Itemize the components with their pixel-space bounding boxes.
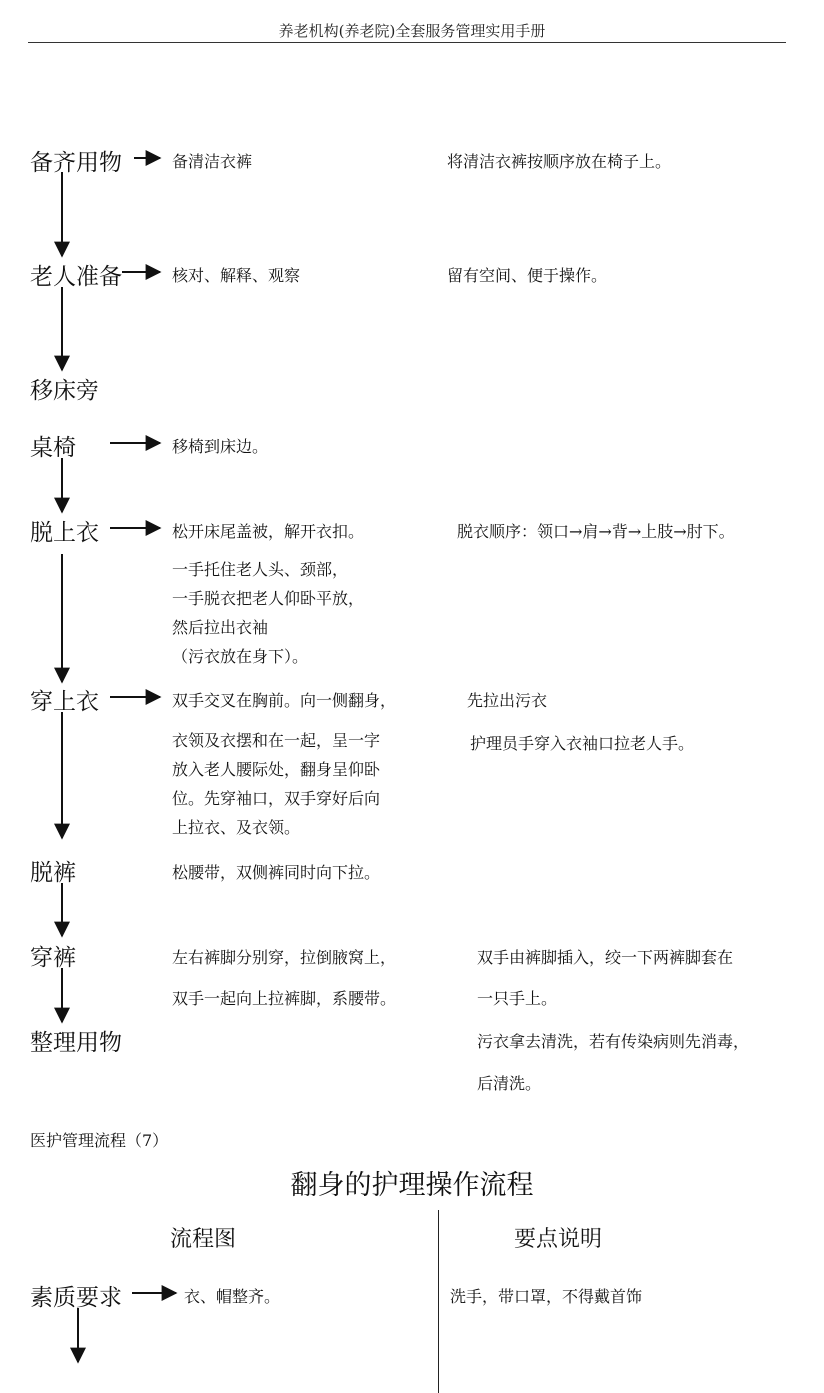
step-desc: 移椅到床边。 xyxy=(172,437,269,456)
step-label: 移床旁 xyxy=(30,378,99,404)
step-desc: 备清洁衣裤 xyxy=(172,152,253,171)
step-desc: 核对、解释、观察 xyxy=(172,266,301,285)
step-note-2: 一只手上。 xyxy=(477,989,558,1008)
step-detail xyxy=(172,555,364,671)
column-divider xyxy=(438,1210,439,1393)
detail-line: 一手脱衣把老人仰卧平放， xyxy=(172,589,365,608)
step-note: 污衣拿去清洗，若有传染病则先消毒， xyxy=(477,1032,750,1051)
step-label: 脱裤 xyxy=(30,860,76,886)
step-note-2: 后清洗。 xyxy=(477,1074,542,1093)
step-label: 脱上衣 xyxy=(30,520,99,546)
detail-line: 位。先穿袖口，双手穿好后向 xyxy=(172,789,381,808)
step-desc: 左右裤脚分别穿，拉倒腋窝上， xyxy=(172,948,397,967)
step-desc: 松腰带，双侧裤同时向下拉。 xyxy=(172,863,381,882)
step-label: 穿裤 xyxy=(30,945,76,971)
column-header-flowchart: 流程图 xyxy=(170,1227,237,1252)
step-desc: 松开床尾盖被，解开衣扣。 xyxy=(172,522,365,541)
step-label: 桌椅 xyxy=(30,435,76,461)
section-title: 翻身的护理操作流程 xyxy=(290,1170,534,1201)
detail-line: 然后拉出衣袖 xyxy=(172,618,269,637)
column-header-notes: 要点说明 xyxy=(514,1227,603,1252)
step-note: 脱衣顺序：领口→肩→背→上肢→肘下。 xyxy=(457,522,735,541)
step-note: 留有空间、便于操作。 xyxy=(447,266,608,285)
step-label: 整理用物 xyxy=(30,1030,122,1056)
step-desc: 衣、帽整齐。 xyxy=(184,1287,281,1306)
section-label: 医护管理流程（7） xyxy=(30,1131,169,1150)
step-note: 将清洁衣裤按顺序放在椅子上。 xyxy=(447,152,672,171)
detail-line: （污衣放在身下）。 xyxy=(172,647,309,666)
step-label: 穿上衣 xyxy=(30,689,99,715)
step-label: 老人准备 xyxy=(30,264,122,290)
step-label: 素质要求 xyxy=(30,1285,122,1311)
document-header: 养老机构(养老院)全套服务管理实用手册 xyxy=(278,22,546,40)
step-note-2: 护理员手穿入衣袖口拉老人手。 xyxy=(470,734,695,753)
step-detail xyxy=(172,726,380,842)
detail-line: 上拉衣、及衣领。 xyxy=(172,818,301,837)
step-note: 先拉出污衣 xyxy=(467,691,548,710)
detail-line: 一手托住老人头、颈部， xyxy=(172,560,349,579)
step-note: 双手由裤脚插入，绞一下两裤脚套在 xyxy=(477,948,734,967)
detail-line: 放入老人腰际处，翻身呈仰卧 xyxy=(172,760,381,779)
step-desc: 双手交叉在胸前。向一侧翻身， xyxy=(172,691,397,710)
step-desc-2: 双手一起向上拉裤脚，系腰带。 xyxy=(172,989,397,1008)
detail-line: 衣领及衣摆和在一起，呈一字 xyxy=(172,731,381,750)
step-note: 洗手，带口罩，不得戴首饰 xyxy=(450,1287,643,1306)
step-label: 备齐用物 xyxy=(30,150,122,176)
